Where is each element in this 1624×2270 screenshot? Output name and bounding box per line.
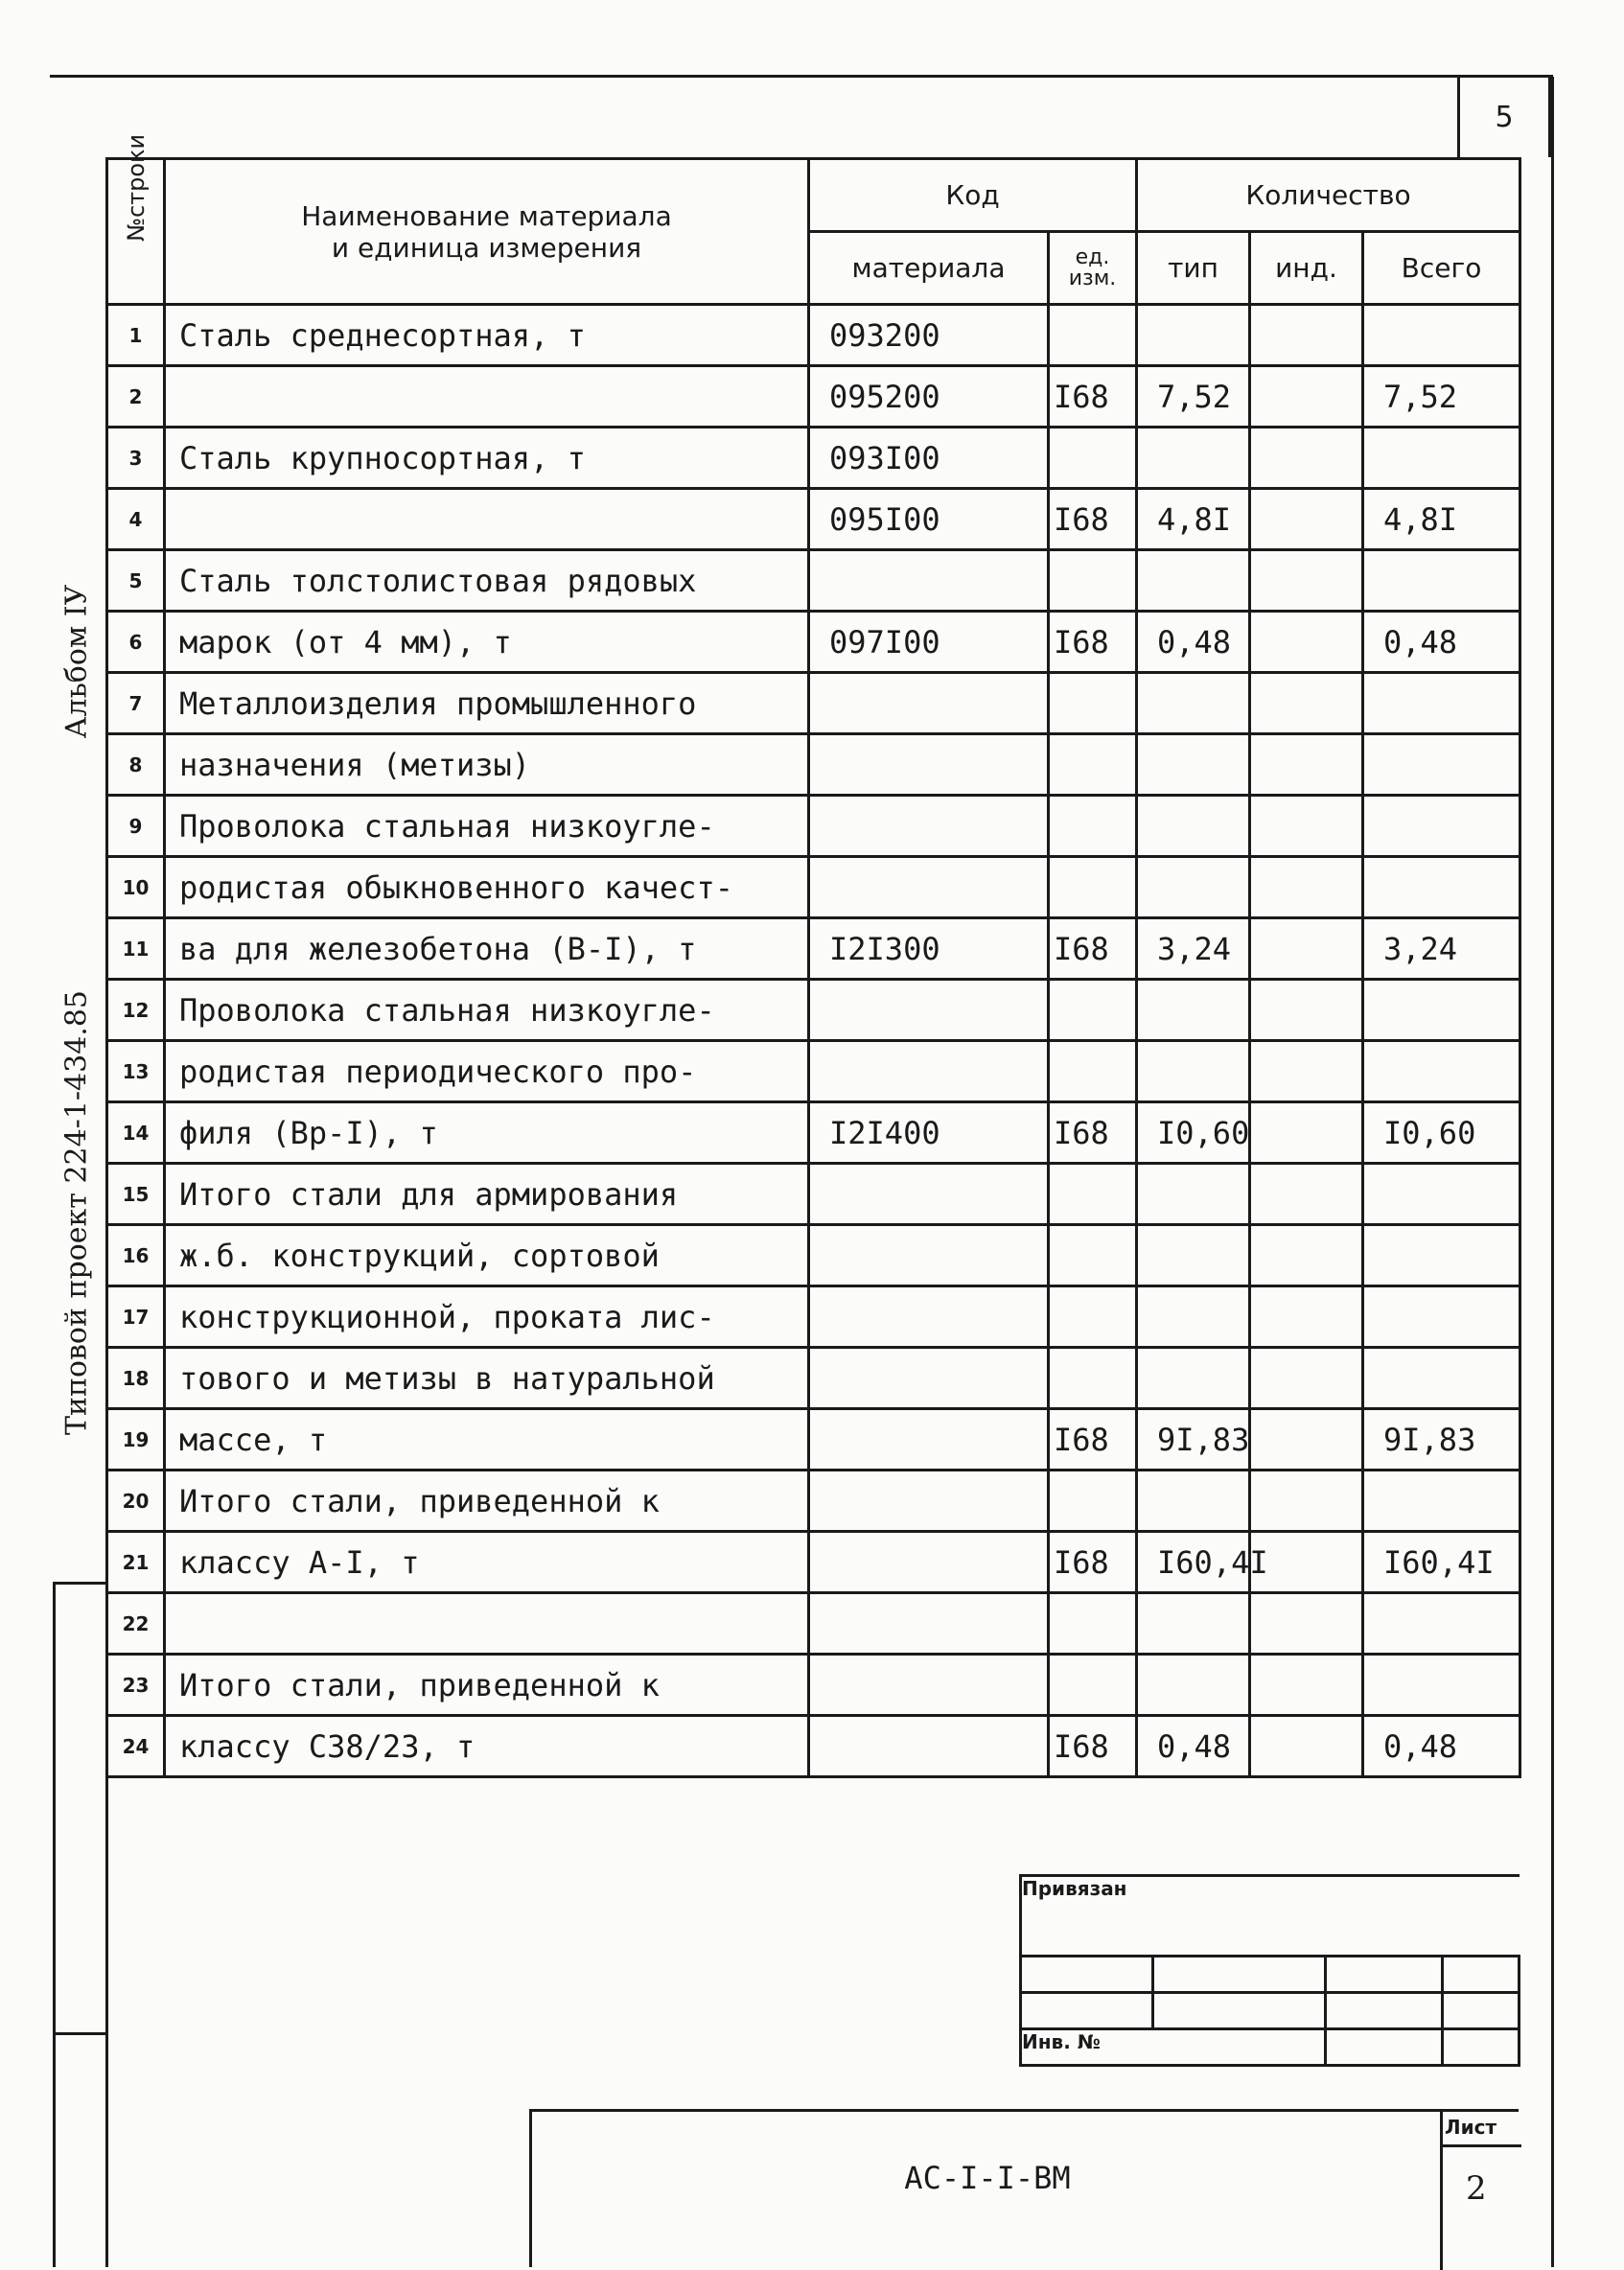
material-code — [809, 1593, 1049, 1655]
material-name: классу С38/23, т — [165, 1716, 809, 1777]
table-row — [107, 857, 1520, 918]
material-code — [809, 980, 1049, 1041]
qty-ind — [1250, 428, 1363, 489]
qty-total — [1363, 673, 1520, 734]
qty-total — [1363, 428, 1520, 489]
qty-typ — [1137, 1286, 1250, 1348]
qty-typ: 0,48 — [1137, 1716, 1250, 1777]
material-name: Сталь толстолистовая рядовых — [165, 550, 809, 612]
unit-code — [1049, 428, 1137, 489]
header-quantity: Количество — [1137, 159, 1520, 232]
qty-typ — [1137, 1593, 1250, 1655]
qty-total — [1363, 1655, 1520, 1716]
material-code — [809, 1471, 1049, 1532]
binding-stamp — [1019, 1874, 1520, 2067]
unit-code — [1049, 305, 1137, 366]
material-name: Сталь среднесортная, т — [165, 305, 809, 366]
stamp-cell — [1326, 2029, 1443, 2066]
stamp-cell — [1153, 1993, 1326, 2029]
qty-typ — [1137, 734, 1250, 796]
qty-typ — [1137, 305, 1250, 366]
row-number: 16 — [107, 1225, 165, 1286]
row-number: 1 — [107, 305, 165, 366]
unit-code — [1049, 550, 1137, 612]
stamp-cell — [1153, 1957, 1326, 1993]
material-name — [165, 1593, 809, 1655]
materials-table — [105, 133, 1521, 1778]
qty-total: 0,48 — [1363, 1716, 1520, 1777]
qty-total — [1363, 1164, 1520, 1225]
material-name: Проволока стальная низкоугле- — [165, 980, 809, 1041]
album-caption: Альбом IУ — [59, 584, 94, 739]
qty-total: I0,60 — [1363, 1102, 1520, 1164]
header-unit: ед. изм. — [1049, 232, 1137, 305]
qty-total — [1363, 1348, 1520, 1409]
qty-ind — [1250, 305, 1363, 366]
qty-ind — [1250, 1593, 1363, 1655]
header-name: Наименование материала и единица измерения — [165, 159, 809, 305]
left-strip-top — [53, 1582, 106, 1585]
material-name: Итого стали для армирования — [165, 1164, 809, 1225]
qty-typ — [1137, 980, 1250, 1041]
unit-code — [1049, 1225, 1137, 1286]
unit-code — [1049, 1286, 1137, 1348]
stamp-cell — [1326, 1957, 1443, 1993]
project-caption: Типовой проект 224-1-434.85 — [59, 989, 94, 1436]
material-code: 093200 — [809, 305, 1049, 366]
material-name: родистая обыкновенного качест- — [165, 857, 809, 918]
qty-typ — [1137, 857, 1250, 918]
sheet-divider-h — [1440, 2144, 1521, 2147]
material-code — [809, 1409, 1049, 1471]
qty-ind — [1250, 1716, 1363, 1777]
row-number: 9 — [107, 796, 165, 857]
unit-code: I68 — [1049, 1409, 1137, 1471]
unit-code — [1049, 1593, 1137, 1655]
qty-total — [1363, 734, 1520, 796]
qty-typ — [1137, 428, 1250, 489]
row-number: 23 — [107, 1655, 165, 1716]
unit-code — [1049, 1041, 1137, 1102]
table-row — [107, 612, 1520, 673]
row-number: 12 — [107, 980, 165, 1041]
unit-code: I68 — [1049, 489, 1137, 550]
material-code: I2I300 — [809, 918, 1049, 980]
outer-right-line — [1551, 77, 1554, 2267]
unit-code: I68 — [1049, 366, 1137, 428]
qty-total: 0,48 — [1363, 612, 1520, 673]
material-code — [809, 1164, 1049, 1225]
sheet-label: Лист — [1445, 2116, 1497, 2139]
material-code — [809, 1225, 1049, 1286]
table-row — [107, 1655, 1520, 1716]
table-row — [107, 1532, 1520, 1593]
table-row — [107, 1409, 1520, 1471]
material-name: тового и метизы в натуральной — [165, 1348, 809, 1409]
qty-ind — [1250, 796, 1363, 857]
qty-total: 9I,83 — [1363, 1409, 1520, 1471]
row-number: 3 — [107, 428, 165, 489]
unit-code — [1049, 796, 1137, 857]
material-name: конструкционной, проката лис- — [165, 1286, 809, 1348]
qty-typ — [1137, 1164, 1250, 1225]
stamp-inv-label: Инв. № — [1021, 2029, 1326, 2066]
qty-total — [1363, 857, 1520, 918]
stamp-cell — [1021, 1993, 1153, 2029]
qty-typ — [1137, 1348, 1250, 1409]
qty-total — [1363, 1286, 1520, 1348]
qty-typ: 7,52 — [1137, 366, 1250, 428]
material-name: Итого стали, приведенной к — [165, 1471, 809, 1532]
material-code: 095I00 — [809, 489, 1049, 550]
material-name: филя (Вр-I), т — [165, 1102, 809, 1164]
material-name: Проволока стальная низкоугле- — [165, 796, 809, 857]
qty-typ: 3,24 — [1137, 918, 1250, 980]
qty-typ — [1137, 1225, 1250, 1286]
qty-ind — [1250, 980, 1363, 1041]
left-strip-divider — [53, 2032, 106, 2035]
row-number: 13 — [107, 1041, 165, 1102]
table-row — [107, 366, 1520, 428]
row-number: 17 — [107, 1286, 165, 1348]
material-code: 093I00 — [809, 428, 1049, 489]
header-code-material: материала — [809, 232, 1049, 305]
qty-total — [1363, 305, 1520, 366]
row-number: 15 — [107, 1164, 165, 1225]
material-name: ва для железобетона (В-I), т — [165, 918, 809, 980]
qty-total — [1363, 980, 1520, 1041]
row-number: 20 — [107, 1471, 165, 1532]
material-name: назначения (метизы) — [165, 734, 809, 796]
qty-total — [1363, 1593, 1520, 1655]
qty-typ: I0,60 — [1137, 1102, 1250, 1164]
qty-typ — [1137, 796, 1250, 857]
stamp-cell — [1326, 1993, 1443, 2029]
title-block — [529, 2109, 1519, 2267]
qty-typ — [1137, 1471, 1250, 1532]
qty-ind — [1250, 1102, 1363, 1164]
row-number: 11 — [107, 918, 165, 980]
row-number: 4 — [107, 489, 165, 550]
row-number: 18 — [107, 1348, 165, 1409]
material-code: 095200 — [809, 366, 1049, 428]
qty-ind — [1250, 550, 1363, 612]
material-name: классу А-I, т — [165, 1532, 809, 1593]
qty-typ — [1137, 550, 1250, 612]
qty-total — [1363, 1225, 1520, 1286]
material-name — [165, 489, 809, 550]
material-code — [809, 1655, 1049, 1716]
qty-ind — [1250, 612, 1363, 673]
qty-total — [1363, 1471, 1520, 1532]
stamp-bound-label: Привязан — [1021, 1876, 1520, 1957]
qty-ind — [1250, 1286, 1363, 1348]
top-rule — [50, 75, 1553, 78]
unit-code: I68 — [1049, 612, 1137, 673]
material-name: Металлоизделия промышленного — [165, 673, 809, 734]
material-code — [809, 1041, 1049, 1102]
unit-code — [1049, 1655, 1137, 1716]
qty-ind — [1250, 1225, 1363, 1286]
material-code — [809, 1286, 1049, 1348]
qty-ind — [1250, 1409, 1363, 1471]
row-number: 6 — [107, 612, 165, 673]
qty-ind — [1250, 1348, 1363, 1409]
material-name: родистая периодического про- — [165, 1041, 809, 1102]
header-total: Всего — [1363, 232, 1520, 305]
page-number — [1457, 77, 1551, 157]
row-number: 21 — [107, 1532, 165, 1593]
unit-code: I68 — [1049, 918, 1137, 980]
qty-typ — [1137, 1041, 1250, 1102]
table-row — [107, 673, 1520, 734]
table-row — [107, 1164, 1520, 1225]
material-code — [809, 1532, 1049, 1593]
material-name — [165, 366, 809, 428]
stamp-cell — [1443, 1957, 1520, 1993]
table-row — [107, 1716, 1520, 1777]
qty-ind — [1250, 1164, 1363, 1225]
qty-total: 3,24 — [1363, 918, 1520, 980]
sheet-divider-v — [1440, 2112, 1443, 2270]
table-row — [107, 550, 1520, 612]
unit-code — [1049, 980, 1137, 1041]
table-row — [107, 428, 1520, 489]
sheet-number: 2 — [1466, 2169, 1487, 2208]
table-row — [107, 1102, 1520, 1164]
table-row — [107, 1225, 1520, 1286]
material-code — [809, 673, 1049, 734]
qty-total: 7,52 — [1363, 366, 1520, 428]
unit-code: I68 — [1049, 1102, 1137, 1164]
table-row — [107, 489, 1520, 550]
unit-code — [1049, 734, 1137, 796]
left-strip-line — [53, 1582, 56, 2267]
table-row — [107, 1348, 1520, 1409]
qty-typ: 9I,83 — [1137, 1409, 1250, 1471]
table-row — [107, 1471, 1520, 1532]
table-row — [107, 980, 1520, 1041]
material-code: I2I400 — [809, 1102, 1049, 1164]
table-row — [107, 796, 1520, 857]
drawing-code: АС-I-I-ВМ — [904, 2160, 1071, 2196]
table-row — [107, 1041, 1520, 1102]
stamp-cell — [1021, 1957, 1153, 1993]
unit-code — [1049, 1471, 1137, 1532]
qty-ind — [1250, 673, 1363, 734]
table-row — [107, 918, 1520, 980]
row-number: 7 — [107, 673, 165, 734]
row-number: 5 — [107, 550, 165, 612]
qty-total: I60,4I — [1363, 1532, 1520, 1593]
row-number: 19 — [107, 1409, 165, 1471]
material-name: массе, т — [165, 1409, 809, 1471]
qty-ind — [1250, 1041, 1363, 1102]
material-name: марок (от 4 мм), т — [165, 612, 809, 673]
qty-ind — [1250, 1655, 1363, 1716]
row-number: 24 — [107, 1716, 165, 1777]
material-code — [809, 734, 1049, 796]
unit-code: I68 — [1049, 1532, 1137, 1593]
qty-typ: 0,48 — [1137, 612, 1250, 673]
material-name: Итого стали, приведенной к — [165, 1655, 809, 1716]
table-row — [107, 305, 1520, 366]
stamp-cell — [1443, 2029, 1520, 2066]
row-number: 8 — [107, 734, 165, 796]
header-code: Код — [809, 159, 1137, 232]
unit-code — [1049, 673, 1137, 734]
unit-code — [1049, 1164, 1137, 1225]
material-code — [809, 1348, 1049, 1409]
row-number: 22 — [107, 1593, 165, 1655]
material-code — [809, 550, 1049, 612]
unit-code — [1049, 1348, 1137, 1409]
material-name: Сталь крупносортная, т — [165, 428, 809, 489]
qty-typ — [1137, 673, 1250, 734]
qty-total — [1363, 1041, 1520, 1102]
table-row — [107, 1286, 1520, 1348]
qty-typ: 4,8I — [1137, 489, 1250, 550]
material-name: ж.б. конструкций, сортовой — [165, 1225, 809, 1286]
qty-ind — [1250, 1471, 1363, 1532]
material-code — [809, 796, 1049, 857]
table-row — [107, 1593, 1520, 1655]
header-row-number: №строки — [107, 159, 165, 305]
qty-total — [1363, 550, 1520, 612]
header-ind: инд. — [1250, 232, 1363, 305]
qty-ind — [1250, 366, 1363, 428]
qty-total: 4,8I — [1363, 489, 1520, 550]
material-code: 097I00 — [809, 612, 1049, 673]
qty-ind — [1250, 918, 1363, 980]
qty-typ: I60,4I — [1137, 1532, 1250, 1593]
qty-total — [1363, 796, 1520, 857]
qty-ind — [1250, 857, 1363, 918]
row-number: 10 — [107, 857, 165, 918]
row-number: 2 — [107, 366, 165, 428]
unit-code — [1049, 857, 1137, 918]
page-number-value: 5 — [1495, 100, 1514, 134]
qty-ind — [1250, 734, 1363, 796]
qty-ind — [1250, 489, 1363, 550]
header-typ: тип — [1137, 232, 1250, 305]
stamp-cell — [1443, 1993, 1520, 2029]
material-code — [809, 1716, 1049, 1777]
table-row — [107, 734, 1520, 796]
unit-code: I68 — [1049, 1716, 1137, 1777]
qty-typ — [1137, 1655, 1250, 1716]
material-code — [809, 857, 1049, 918]
row-number: 14 — [107, 1102, 165, 1164]
